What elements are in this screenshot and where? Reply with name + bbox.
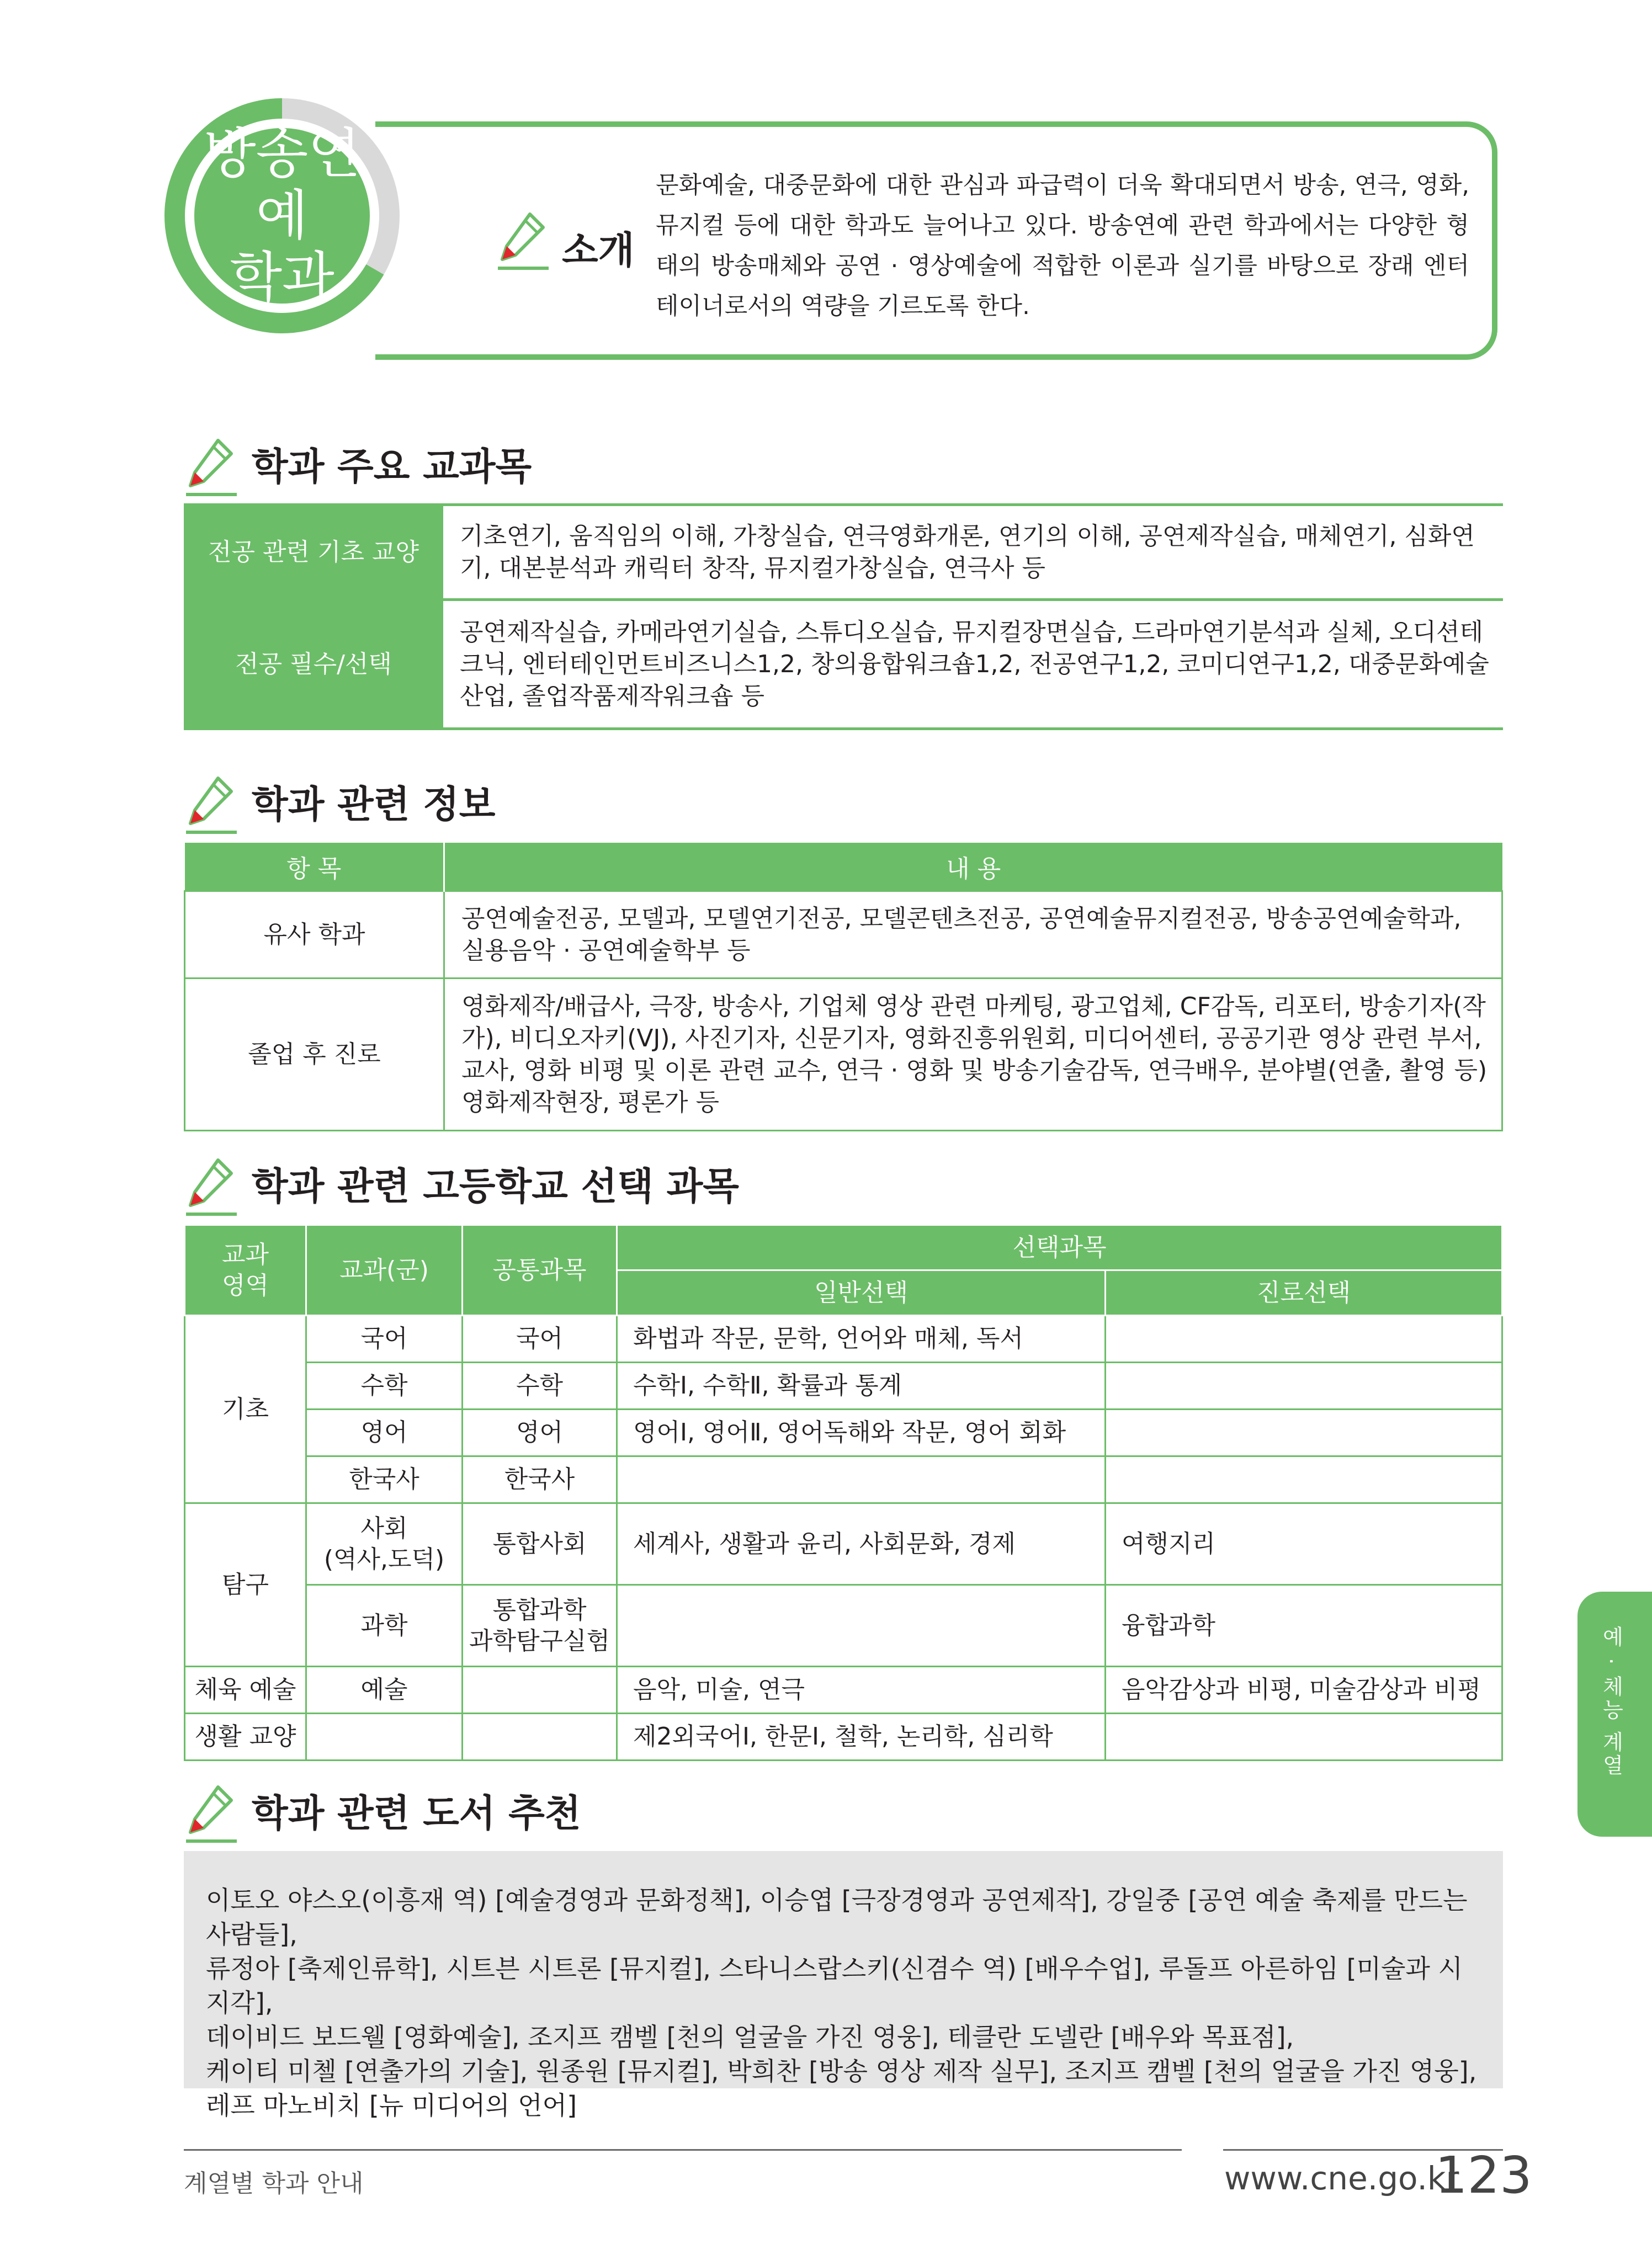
general-cell: 화법과 작문, 문학, 언어와 매체, 독서 — [617, 1316, 1106, 1363]
career-cell — [1106, 1456, 1502, 1503]
table-header-row — [185, 1225, 1502, 1270]
header-item: 항 목 — [185, 843, 444, 891]
header-elective: 선택과목 — [617, 1225, 1502, 1270]
subjects-table — [184, 1224, 1503, 1761]
books-line: 레프 마노비치 [뉴 미디어의 언어] — [206, 2091, 577, 2120]
books-line: 류정아 [축제인류학], 시트븐 시트론 [뮤지컬], 스타니스랍스키(신겸수 역) [배우수업], 루돌프 아른하임 [미술과 시지각], — [206, 1954, 1463, 2018]
section-title: 학과 관련 도서 추천 — [252, 1792, 581, 1836]
header-area: 교과 영역 — [185, 1225, 306, 1316]
career-cell: 여행지리 — [1106, 1503, 1502, 1585]
pencil-icon — [496, 211, 551, 272]
career-cell — [1106, 1363, 1502, 1410]
info-value: 공연예술전공, 모델과, 모델연기전공, 모델콘텐츠전공, 공연예술뮤지컬전공, 방송공연예술학과, 실용음악 · 공연예술학부 등 — [444, 891, 1502, 979]
header-content: 내 용 — [444, 843, 1502, 891]
common-cell: 통합과학 과학탐구실험 — [463, 1585, 617, 1667]
intro-text: 문화예술, 대중문화에 대한 관심과 파급력이 더욱 확대되면서 방송, 연극, 영화, 뮤지컬 등에 대한 학과도 늘어나고 있다. 방송연예 관련 학과에서는 다양한 형태의 방송매체와 공연 · 영상예술에 적합한 이론과 실기를 바탕으로 장래 엔터테이너로서의 역량을 기르도록 한다. — [656, 172, 1469, 320]
common-cell: 통합사회 — [463, 1503, 617, 1585]
section-title: 학과 관련 정보 — [252, 783, 496, 827]
table-row — [185, 1410, 1502, 1456]
career-cell — [1106, 1410, 1502, 1456]
area-cell: 기초 — [185, 1316, 306, 1503]
courses-value: 기초연기, 움직임의 이해, 가창실습, 연극영화개론, 연기의 이해, 공연제작실습, 매체연기, 심화연기, 대본분석과 캐릭터 창작, 뮤지컬가창실습, 연극사 등 — [460, 522, 1475, 582]
courses-table — [184, 503, 1503, 730]
table-row — [184, 600, 1503, 729]
section-title: 학과 주요 교과목 — [252, 445, 532, 489]
career-cell: 융합과학 — [1106, 1585, 1502, 1667]
books-line: 이토오 야스오(이흥재 역) [예술경영과 문화정책], 이승엽 [극장경영과 공연제작], 강일중 [공연 예술 축제를 만드는 사람들], — [206, 1885, 1468, 1949]
group-cell: 사회 (역사,도덕) — [306, 1503, 463, 1585]
career-cell — [1106, 1316, 1502, 1363]
header-group: 교과(군) — [306, 1225, 463, 1316]
group-cell: 예술 — [306, 1667, 463, 1714]
career-cell: 음악감상과 비평, 미술감상과 비평 — [1106, 1667, 1502, 1714]
area-cell: 체육 예술 — [185, 1667, 306, 1714]
table-row — [185, 1667, 1502, 1714]
career-cell — [1106, 1714, 1502, 1761]
group-cell: 수학 — [306, 1363, 463, 1410]
common-cell: 수학 — [463, 1363, 617, 1410]
group-cell: 한국사 — [306, 1456, 463, 1503]
category-side-tab — [1577, 1592, 1652, 1837]
info-table — [184, 843, 1503, 1131]
courses-key: 전공 필수/선택 — [184, 600, 443, 729]
common-cell: 영어 — [463, 1410, 617, 1456]
header-general: 일반선택 — [617, 1270, 1106, 1316]
info-key: 졸업 후 진로 — [185, 979, 444, 1131]
courses-key: 전공 관련 기초 교양 — [184, 505, 443, 600]
general-cell: 세계사, 생활과 윤리, 사회문화, 경제 — [617, 1503, 1106, 1585]
footer-url[interactable]: www.cne.go.kr — [1224, 2160, 1459, 2197]
common-cell — [463, 1667, 617, 1714]
common-cell: 한국사 — [463, 1456, 617, 1503]
table-row — [184, 505, 1503, 600]
table-row — [185, 1363, 1502, 1410]
pencil-icon — [184, 775, 239, 836]
header-common: 공통과목 — [463, 1225, 617, 1316]
table-row — [185, 1503, 1502, 1585]
table-row — [185, 1585, 1502, 1667]
department-title-line2: 학과 — [230, 246, 334, 309]
common-cell: 국어 — [463, 1316, 617, 1363]
table-row — [185, 891, 1502, 979]
department-title-line1: 방송연예 — [203, 123, 360, 247]
table-row — [185, 1316, 1502, 1363]
general-cell: 수학Ⅰ, 수학Ⅱ, 확률과 통계 — [617, 1363, 1106, 1410]
books-box — [184, 1851, 1503, 2120]
group-cell: 국어 — [306, 1316, 463, 1363]
info-value: 영화제작/배급사, 극장, 방송사, 기업체 영상 관련 마케팅, 광고업체, CF감독, 리포터, 방송기자(작가), 비디오자키(VJ), 사진기자, 신문기자, 영화진흥위원회, 미디어센터, 공공기관 영상 관련 부서, 교사, 영화 비평 및 이론 관련 교수, 연극 · 영화 및 방송기술감독, 연극배우, 분야별(연출, 촬영 등) 영화제작현장, 평론가 등 — [444, 979, 1502, 1131]
page-number: 123 — [1435, 2146, 1532, 2205]
table-row — [185, 1456, 1502, 1503]
pencil-icon — [184, 1157, 239, 1217]
general-cell: 제2외국어Ⅰ, 한문Ⅰ, 철학, 논리학, 심리학 — [617, 1714, 1106, 1761]
general-cell — [617, 1456, 1106, 1503]
general-cell: 영어Ⅰ, 영어Ⅱ, 영어독해와 작문, 영어 회화 — [617, 1410, 1106, 1456]
section-title: 학과 관련 고등학교 선택 과목 — [252, 1165, 739, 1209]
general-cell: 음악, 미술, 연극 — [617, 1667, 1106, 1714]
group-cell: 과학 — [306, 1585, 463, 1667]
department-title — [194, 123, 370, 309]
table-header-row — [185, 843, 1502, 891]
group-cell: 영어 — [306, 1410, 463, 1456]
area-cell: 생활 교양 — [185, 1714, 306, 1761]
side-tab-label: 예 · 체능 계열 — [1599, 1626, 1623, 1778]
footer-divider — [184, 2149, 1182, 2151]
common-cell — [463, 1714, 617, 1761]
pencil-icon — [184, 1784, 239, 1844]
table-row — [185, 1714, 1502, 1761]
general-cell — [617, 1585, 1106, 1667]
info-key: 유사 학과 — [185, 891, 444, 979]
area-cell: 탐구 — [185, 1503, 306, 1667]
books-line: 케이티 미첼 [연출가의 기술], 원종원 [뮤지컬], 박희찬 [방송 영상 제작 실무], 조지프 캠벨 [천의 얼굴을 가진 영웅], — [206, 2056, 1477, 2086]
intro-label: 소개 — [562, 229, 635, 273]
group-cell — [306, 1714, 463, 1761]
table-row — [185, 979, 1502, 1131]
pencil-icon — [184, 437, 239, 498]
courses-value: 공연제작실습, 카메라연기실습, 스튜디오실습, 뮤지컬장면실습, 드라마연기분석과 실체, 오디션테크닉, 엔터테인먼트비즈니스1,2, 창의융합워크숍1,2, 전공연구1,2, 코미디연구1,2, 대중문화예술산업, 졸업작품제작워크숍 등 — [460, 618, 1489, 710]
books-line: 데이비드 보드웰 [영화예술], 조지프 캠벨 [천의 얼굴을 가진 영웅], 테클란 도넬란 [배우와 목표점], — [206, 2022, 1294, 2052]
header-career: 진로선택 — [1106, 1270, 1502, 1316]
footer-title: 계열별 학과 안내 — [184, 2169, 364, 2198]
